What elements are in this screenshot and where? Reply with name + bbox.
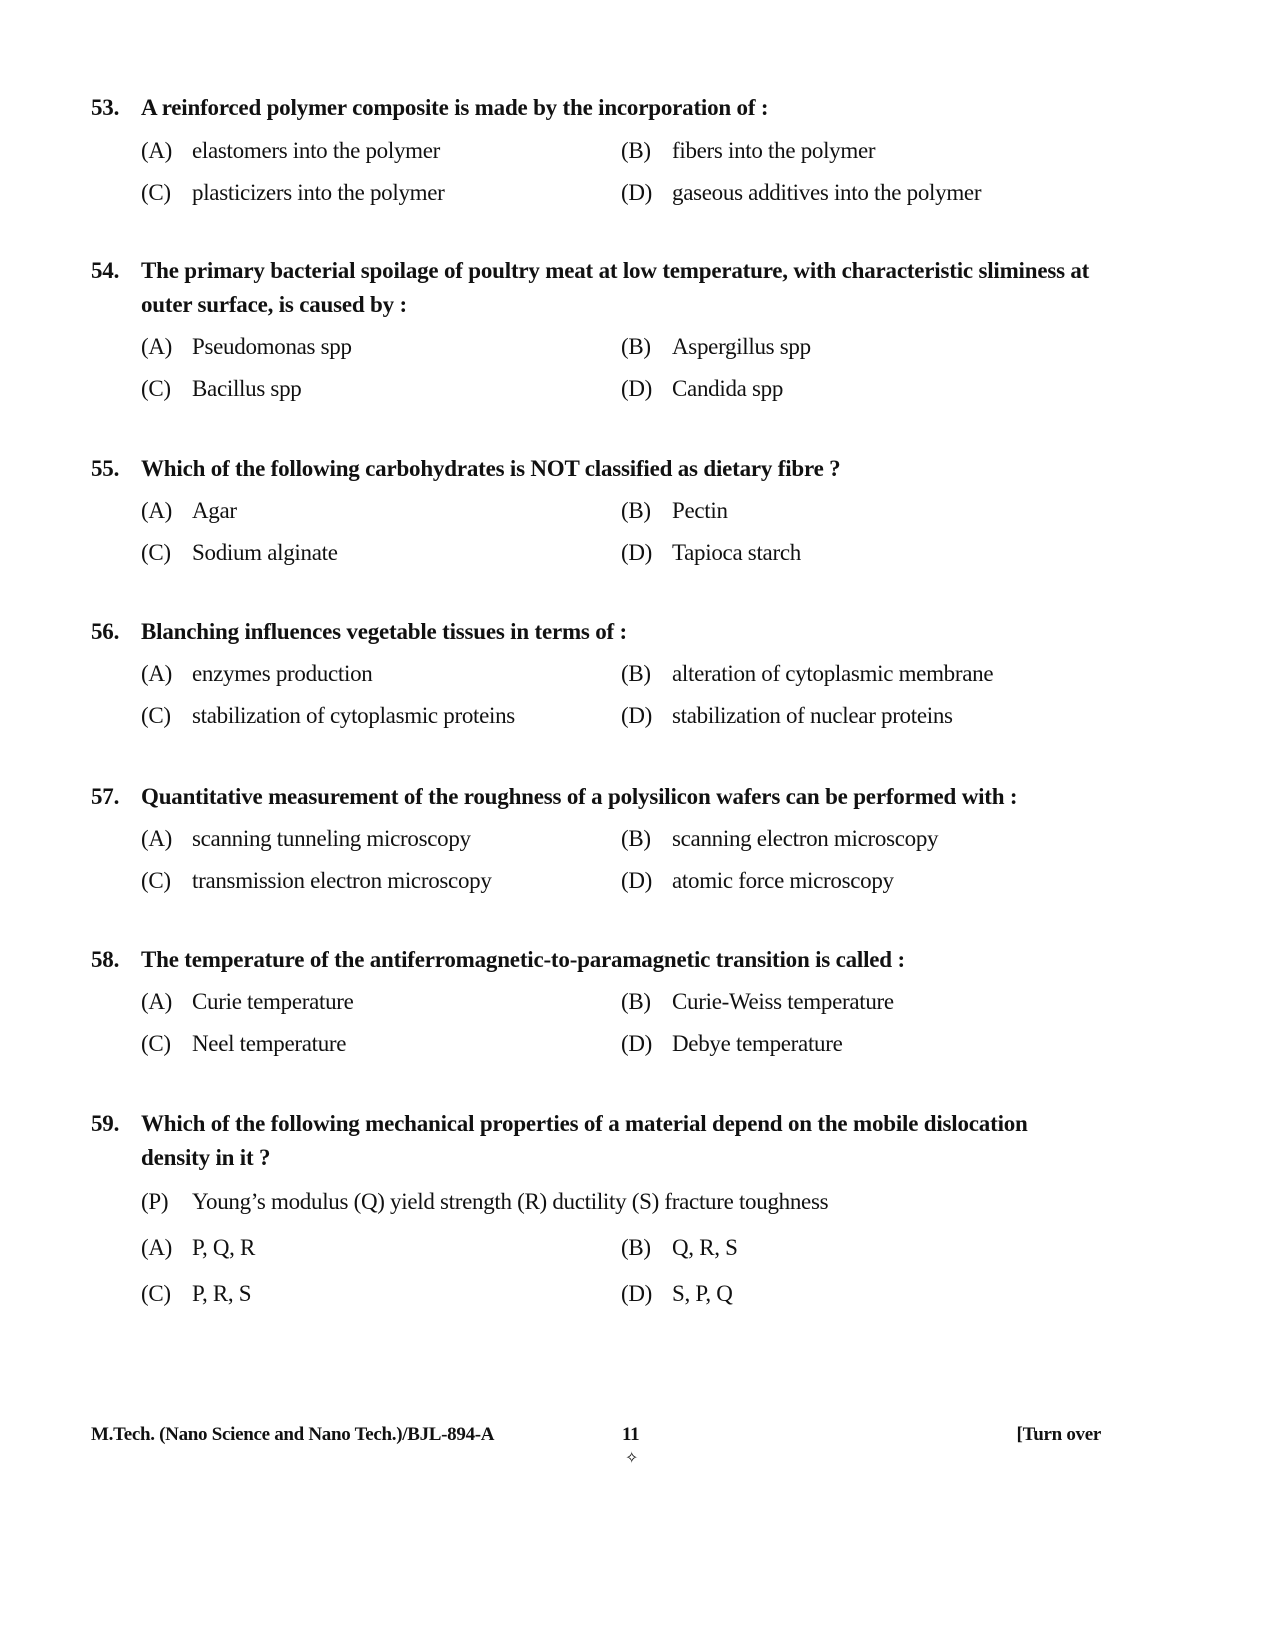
question-text: Blanching influences vegetable tissues in terms of : (141, 619, 627, 644)
option-text: Pectin (672, 498, 728, 523)
option-row (141, 326, 1101, 368)
option-letter: (B) (621, 1235, 651, 1260)
option-text: Q, R, S (672, 1235, 738, 1260)
option-letter: (D) (621, 703, 653, 728)
option-row (141, 490, 1101, 532)
page-number: 11 (622, 1424, 640, 1445)
option-letter: (B) (621, 138, 651, 163)
option-letter: (B) (621, 334, 651, 359)
option-a (141, 1235, 621, 1261)
option-row (141, 981, 1101, 1023)
question-56 (91, 615, 1101, 737)
option-letter: (D) (621, 180, 653, 205)
option-letter: (C) (141, 1031, 171, 1056)
option-b (621, 826, 1101, 852)
turn-over-label: [Turn over (1016, 1424, 1101, 1445)
question-54 (91, 254, 1101, 410)
option-a (141, 826, 621, 852)
option-b (621, 1235, 1101, 1261)
option-b (621, 334, 1101, 360)
question-text: The temperature of the antiferromagnetic-to-paramagnetic transition is called : (141, 947, 905, 972)
option-letter: (B) (621, 498, 651, 523)
option-letter: (C) (141, 1281, 171, 1306)
option-c (141, 703, 621, 729)
option-letter: (D) (621, 376, 653, 401)
question-55 (91, 452, 1101, 574)
question-number: 54. (91, 258, 120, 283)
page-footer (91, 1424, 1101, 1467)
option-text: Tapioca starch (672, 540, 801, 565)
option-a (141, 498, 621, 524)
option-d (621, 1281, 1101, 1307)
question-stem (91, 615, 1101, 649)
option-row (141, 1225, 1101, 1271)
statement-list (141, 1179, 1101, 1225)
question-number: 53. (91, 95, 120, 120)
question-stem (91, 780, 1101, 814)
option-row (141, 172, 1101, 214)
question-58 (91, 943, 1101, 1065)
statement-letter: (P) (141, 1189, 169, 1214)
star-mark-icon: ✧ (625, 1450, 639, 1467)
option-d (621, 1031, 1101, 1057)
option-c (141, 1281, 621, 1307)
option-row (141, 1023, 1101, 1065)
question-number: 57. (91, 784, 120, 809)
option-b (621, 661, 1101, 687)
option-letter: (B) (621, 661, 651, 686)
option-letter: (C) (141, 180, 171, 205)
option-text: Debye temperature (672, 1031, 843, 1056)
option-text: Agar (192, 498, 237, 523)
option-letter: (D) (621, 540, 653, 565)
option-row (141, 1271, 1101, 1317)
option-text: P, R, S (192, 1281, 252, 1306)
option-text: Curie-Weiss temperature (672, 989, 894, 1014)
option-c (141, 868, 621, 894)
option-text: enzymes production (192, 661, 373, 686)
question-text: A reinforced polymer composite is made by the incorporation of : (141, 95, 769, 120)
option-d (621, 703, 1101, 729)
question-stem (91, 452, 1101, 486)
option-d (621, 180, 1101, 206)
option-letter: (C) (141, 703, 171, 728)
option-text: Sodium alginate (192, 540, 338, 565)
option-text: Pseudomonas spp (192, 334, 352, 359)
option-letter: (C) (141, 868, 171, 893)
option-letter: (A) (141, 498, 173, 523)
option-letter: (B) (621, 826, 651, 851)
option-letter: (A) (141, 334, 173, 359)
option-row (141, 130, 1101, 172)
option-letter: (A) (141, 989, 173, 1014)
option-row (141, 532, 1101, 574)
option-row (141, 695, 1101, 737)
question-number: 58. (91, 947, 120, 972)
option-text: stabilization of cytoplasmic proteins (192, 703, 515, 728)
option-row (141, 818, 1101, 860)
question-59 (91, 1107, 1101, 1317)
option-text: elastomers into the polymer (192, 138, 441, 163)
option-b (621, 498, 1101, 524)
question-number: 59. (91, 1111, 120, 1136)
question-57 (91, 780, 1101, 902)
option-letter: (D) (621, 1281, 653, 1306)
option-letter: (D) (621, 1031, 653, 1056)
option-d (621, 540, 1101, 566)
option-d (621, 376, 1101, 402)
question-stem (91, 254, 1101, 322)
option-b (621, 989, 1101, 1015)
option-c (141, 180, 621, 206)
statement-text: Young’s modulus (Q) yield strength (R) ductility (S) fracture toughness (192, 1189, 829, 1214)
option-text: fibers into the polymer (672, 138, 876, 163)
option-a (141, 661, 621, 687)
question-53 (91, 91, 1101, 214)
option-text: atomic force microscopy (672, 868, 894, 893)
option-text: Curie temperature (192, 989, 354, 1014)
option-text: S, P, Q (672, 1281, 733, 1306)
option-letter: (C) (141, 376, 171, 401)
option-letter: (A) (141, 826, 173, 851)
option-b (621, 138, 1101, 164)
option-text: transmission electron microscopy (192, 868, 492, 893)
option-text: plasticizers into the polymer (192, 180, 445, 205)
option-row (141, 860, 1101, 902)
option-letter: (B) (621, 989, 651, 1014)
question-text: Which of the following mechanical properties of a material depend on the mobile dislocation density in it ? (141, 1111, 1028, 1170)
option-text: Candida spp (672, 376, 784, 401)
option-text: stabilization of nuclear proteins (672, 703, 953, 728)
question-text: The primary bacterial spoilage of poultry meat at low temperature, with characteristic sliminess at outer surface, is caused by : (141, 258, 1090, 317)
option-letter: (A) (141, 1235, 173, 1260)
option-c (141, 540, 621, 566)
option-text: Bacillus spp (192, 376, 302, 401)
question-text: Quantitative measurement of the roughness of a polysilicon wafers can be performed with : (141, 784, 1018, 809)
option-text: P, Q, R (192, 1235, 256, 1260)
option-d (621, 868, 1101, 894)
option-text: Aspergillus spp (672, 334, 811, 359)
option-a (141, 334, 621, 360)
question-stem (91, 943, 1101, 977)
question-number: 56. (91, 619, 120, 644)
option-text: scanning tunneling microscopy (192, 826, 471, 851)
option-letter: (A) (141, 661, 173, 686)
question-number: 55. (91, 456, 120, 481)
option-row (141, 653, 1101, 695)
question-stem (91, 91, 1101, 125)
option-text: scanning electron microscopy (672, 826, 939, 851)
option-c (141, 1031, 621, 1057)
option-text: Neel temperature (192, 1031, 347, 1056)
course-code: M.Tech. (Nano Science and Nano Tech.)/BJL-894-A (91, 1424, 495, 1445)
question-text: Which of the following carbohydrates is NOT classified as dietary fibre ? (141, 456, 841, 481)
option-letter: (D) (621, 868, 653, 893)
option-row (141, 368, 1101, 410)
option-c (141, 376, 621, 402)
option-text: gaseous additives into the polymer (672, 180, 982, 205)
option-text: alteration of cytoplasmic membrane (672, 661, 994, 686)
option-a (141, 138, 621, 164)
option-letter: (C) (141, 540, 171, 565)
option-letter: (A) (141, 138, 173, 163)
question-stem (91, 1107, 1101, 1175)
option-a (141, 989, 621, 1015)
